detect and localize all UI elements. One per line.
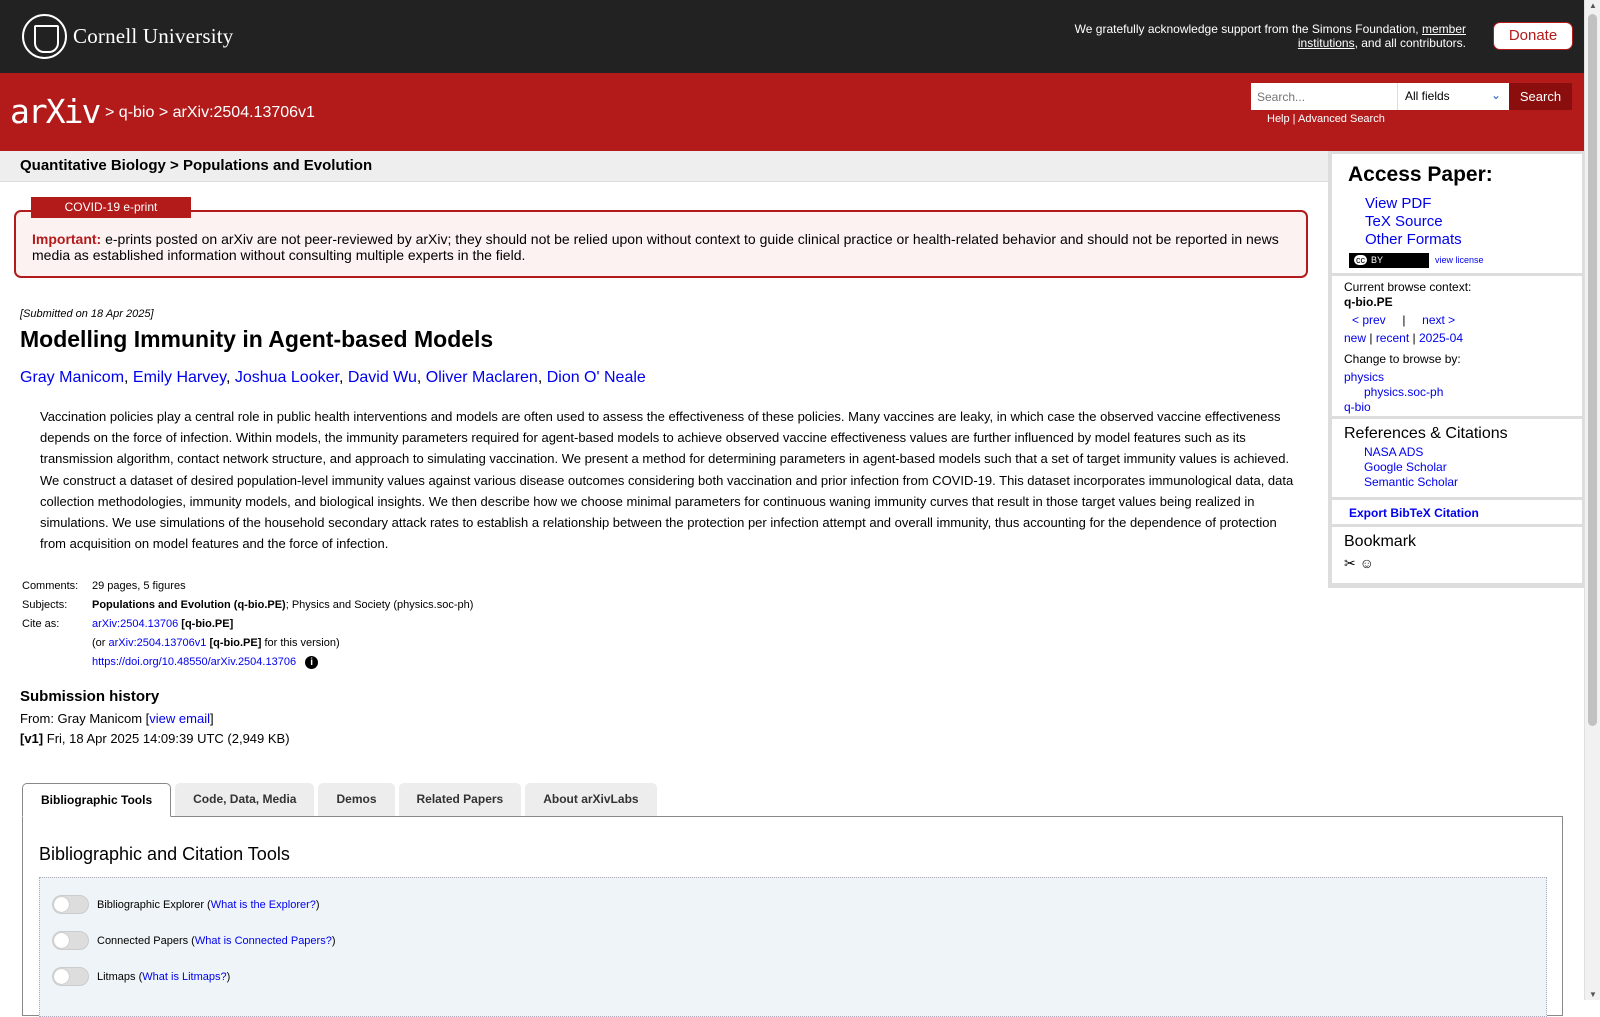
subjects-value <box>90 596 475 615</box>
bookmark-card <box>1332 527 1582 583</box>
cornell-seal-icon <box>22 14 67 59</box>
tab-related-papers[interactable]: Related Papers <box>399 783 522 816</box>
change-browse-label: Change to browse by: <box>1344 352 1461 366</box>
nasa-ads-link[interactable]: NASA ADS <box>1364 445 1424 459</box>
important-label: Important: <box>32 231 102 247</box>
bookmark-heading: Bookmark <box>1344 533 1417 550</box>
references-card <box>1332 419 1582 497</box>
cite-label: Cite as: <box>22 618 60 630</box>
export-bibtex-link[interactable]: Export BibTeX Citation <box>1349 506 1479 520</box>
breadcrumb-paper-id: arXiv:2504.13706v1 <box>172 104 315 121</box>
tool-info-link[interactable]: What is Litmaps? <box>142 970 227 983</box>
browse-q-bio-link[interactable]: q-bio <box>1344 400 1371 414</box>
access-paper-card <box>1332 154 1582 273</box>
panel-title: Bibliographic and Citation Tools <box>39 844 290 864</box>
scroll-down-icon[interactable]: ▼ <box>1589 990 1597 999</box>
covid-tag: COVID-19 e-print <box>31 197 191 218</box>
comments-label: Comments: <box>22 580 79 592</box>
semantic-scholar-link[interactable]: Semantic Scholar <box>1364 475 1459 489</box>
browse-context-label: Current browse context: <box>1344 280 1472 294</box>
submission-from: From: Gray Manicom [view email] <box>20 711 214 726</box>
tab-panel <box>22 816 1563 1016</box>
advanced-search-link[interactable]: Advanced Search <box>1298 113 1385 125</box>
arxiv-header <box>0 73 1584 151</box>
google-scholar-link[interactable]: Google Scholar <box>1364 460 1447 474</box>
prev-link[interactable]: < prev <box>1352 313 1386 327</box>
scroll-thumb[interactable] <box>1588 14 1597 726</box>
cornell-name: Cornell University <box>73 24 234 48</box>
scroll-up-icon[interactable]: ▲ <box>1589 1 1597 10</box>
tool-row: Litmaps ( What is Litmaps? ) <box>52 967 230 986</box>
tool-row: Connected Papers ( What is Connected Papers? ) <box>52 931 336 950</box>
access-links <box>1365 195 1462 249</box>
arxiv-logo[interactable]: arXiv <box>10 92 100 131</box>
cite-value <box>90 615 475 634</box>
bibliographic-explorer-toggle[interactable] <box>52 895 89 914</box>
reference-links <box>1332 445 1582 490</box>
browse-list-links: new | recent | 2025-04 <box>1344 331 1464 345</box>
primary-subject: Populations and Evolution (q-bio.PE) <box>92 599 286 611</box>
connected-papers-toggle[interactable] <box>52 931 89 950</box>
recent-link[interactable]: recent <box>1375 331 1410 345</box>
abstract: Vaccination policies play a central role in public health interventions and models are often used to assess the effectiveness of these policies. Many vaccines are leaky, in which case the observed vaccine effectiveness depends on the force of infection. Within models, the immunity parameters required for agent-based models to achieve observed vaccine effectiveness values are further influenced by model features such as its transmission algorithm, contact network structure, and approach to simulating vaccination. We present a method for determining parameters in agent-based models such that a set of target immunity values is achieved. We construct a dataset of desired population-level immunity values against various disease outcomes considering both vaccination and prior infection from COVID-19. This dataset incorporates immunological data, data collection methodologies, immunity models, and biological insights. We then describe how we choose minimal parameters for continuous waning immunity curves that result in those target values being realized in simulations. We use simulations of the household secondary attack rates to establish a relationship between the protection per infection attempt and overall immunity, thus accounting for the dependence of protection from acquisition on model features and the force of infection. <box>40 409 1294 552</box>
support-acknowledgement: We gratefully acknowledge support from the Simons Foundation, member institutions, and all contributors. <box>1074 22 1466 50</box>
export-card <box>1332 500 1582 524</box>
category-heading: Quantitative Biology > Populations and Evolution <box>0 151 1328 182</box>
tab-about-arxivlabs[interactable]: About arXivLabs <box>525 783 656 816</box>
cornell-logo[interactable] <box>22 14 234 59</box>
search-button[interactable]: Search <box>1509 83 1572 110</box>
author-link[interactable]: Joshua Looker <box>234 369 339 386</box>
author-link[interactable]: David Wu <box>347 369 417 386</box>
cc-by-license-icon[interactable]: cc BY <box>1349 253 1429 268</box>
references-heading: References & Citations <box>1344 425 1508 442</box>
next-link[interactable]: next > <box>1422 313 1456 327</box>
cite-version: (or arXiv:2504.13706v1 [q-bio.PE] for this version) <box>92 637 340 649</box>
submitted-date: [Submitted on 18 Apr 2025] <box>20 308 154 320</box>
version-label: [v1] <box>20 731 44 746</box>
version-details: Fri, 18 Apr 2025 14:09:39 UTC (2,949 KB) <box>46 731 290 746</box>
browse-context-card <box>1332 276 1582 416</box>
browse-physics-soc-ph-link[interactable]: physics.soc-ph <box>1364 385 1444 399</box>
author-link[interactable]: Oliver Maclaren <box>425 369 538 386</box>
author-link[interactable]: Emily Harvey <box>132 369 226 386</box>
cite-version-link[interactable]: arXiv:2504.13706v1 <box>108 637 207 649</box>
author-link[interactable]: Dion O' Neale <box>546 369 646 386</box>
help-links: Help | Advanced Search <box>1267 113 1385 125</box>
breadcrumb-category[interactable]: q-bio <box>118 104 155 121</box>
bookmark-icons <box>1332 553 1582 574</box>
search-input[interactable] <box>1251 83 1397 110</box>
member-institutions-link[interactable]: member institutions <box>1297 22 1466 50</box>
cite-id-link[interactable]: arXiv:2504.13706 <box>92 618 179 630</box>
covid-message: e-prints posted on arXiv are not peer-reviewed by arXiv; they should not be relied upon without context to guide clinical practice or health-related behavior and should not be reported in news media as established information without consulting multiple experts in the field. <box>32 231 1279 263</box>
tool-info-link[interactable]: What is Connected Papers? <box>194 934 332 947</box>
browse-context-value: q-bio.PE <box>1344 295 1393 309</box>
cite-category: [q-bio.PE] <box>181 618 234 630</box>
submission-history-heading: Submission history <box>20 688 160 705</box>
reddit-icon[interactable]: ☺ <box>1359 555 1374 571</box>
secondary-subject: ; Physics and Society (physics.soc-ph) <box>285 599 474 611</box>
subjects-label: Subjects: <box>22 599 68 611</box>
browse-physics-link[interactable]: physics <box>1344 370 1385 384</box>
prev-next-nav: < prev | next > <box>1352 313 1456 327</box>
help-link[interactable]: Help <box>1267 113 1290 125</box>
cornell-header <box>0 0 1584 73</box>
litmaps-toggle[interactable] <box>52 967 89 986</box>
author-list: Gray Manicom, Emily Harvey, Joshua Looker, David Wu, Oliver Maclaren, Dion O' Neale <box>20 369 646 386</box>
info-icon[interactable]: i <box>305 656 318 669</box>
comments-value: 29 pages, 5 figures <box>92 580 186 592</box>
tab-demos[interactable]: Demos <box>318 783 394 816</box>
month-link[interactable]: 2025-04 <box>1418 331 1464 345</box>
author-link[interactable]: Gray Manicom <box>20 369 125 386</box>
breadcrumb: > q-bio > arXiv:2504.13706v1 <box>105 104 315 121</box>
doi-link[interactable]: https://doi.org/10.48550/arXiv.2504.13706 <box>92 656 297 668</box>
tab-code-data-media[interactable]: Code, Data, Media <box>175 783 314 816</box>
doi-row <box>90 653 475 672</box>
labs-tabs <box>22 783 657 816</box>
view-license-link[interactable]: view license <box>1435 255 1484 265</box>
page-scrollbar[interactable] <box>1584 0 1600 1000</box>
view-pdf-link[interactable]: View PDF <box>1365 195 1432 212</box>
sidebar <box>1328 151 1584 588</box>
metadata-table <box>20 577 475 672</box>
tool-info-link[interactable]: What is the Explorer? <box>210 898 316 911</box>
tools-list <box>39 877 1547 1017</box>
other-formats-link[interactable]: Other Formats <box>1365 231 1462 248</box>
access-paper-heading: Access Paper: <box>1348 163 1493 186</box>
chevron-down-icon: ⌄ <box>1490 88 1501 102</box>
bibsonomy-icon[interactable]: ✂ <box>1344 555 1356 571</box>
donate-button[interactable]: Donate <box>1493 22 1573 50</box>
covid-notice <box>14 210 1308 278</box>
new-link[interactable]: new <box>1344 331 1367 345</box>
version-entry <box>20 731 290 746</box>
paper-title: Modelling Immunity in Agent-based Models <box>20 326 494 352</box>
tool-row: Bibliographic Explorer ( What is the Explorer? ) <box>52 895 320 914</box>
search-field-select[interactable]: All fields ⌄ <box>1397 83 1509 110</box>
view-email-link[interactable]: view email <box>149 711 210 726</box>
tab-bibliographic-tools[interactable]: Bibliographic Tools <box>22 783 171 817</box>
tex-source-link[interactable]: TeX Source <box>1365 213 1443 230</box>
